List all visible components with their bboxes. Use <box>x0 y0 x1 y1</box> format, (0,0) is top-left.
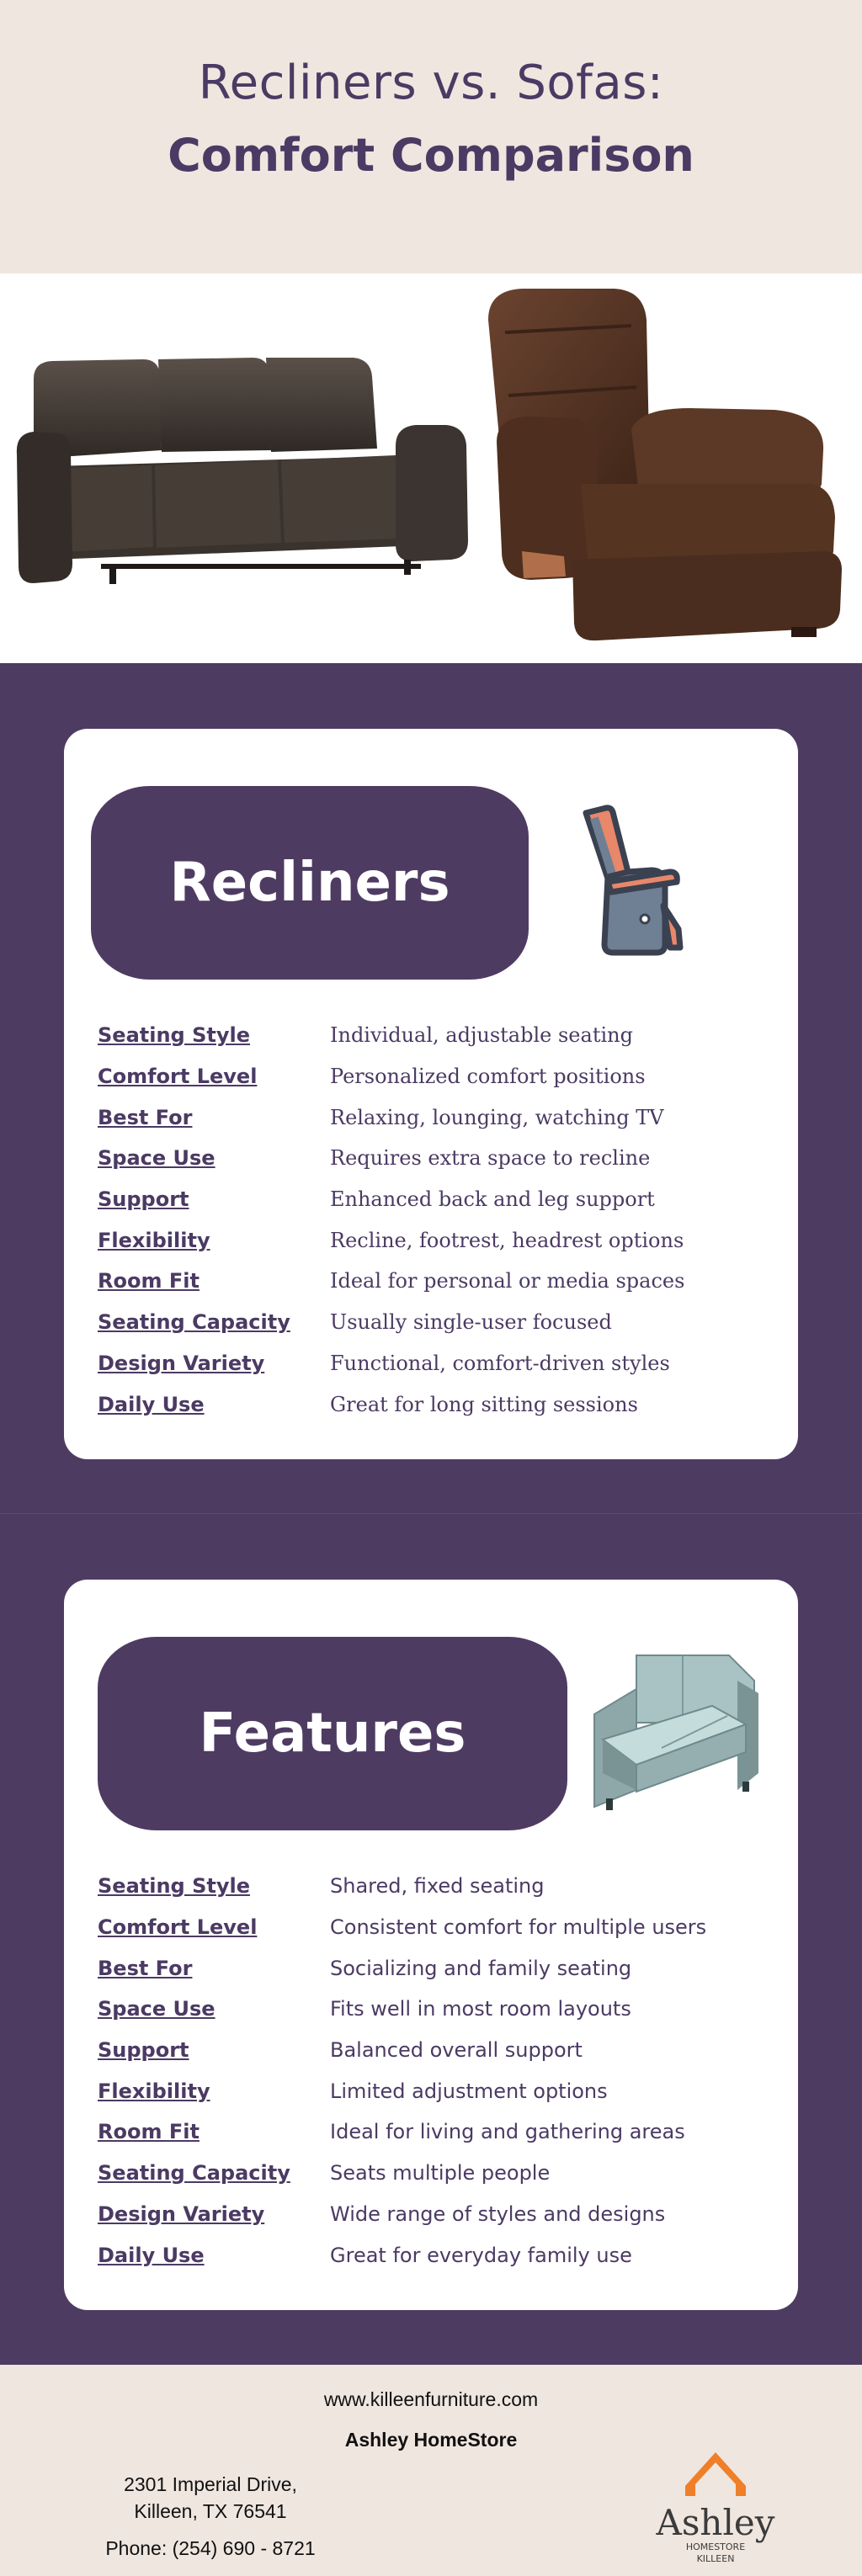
table-row <box>98 2070 771 2111</box>
address-line2: Killeen, TX 76541 <box>134 2500 287 2522</box>
row-value: Relaxing, lounging, watching TV <box>330 1105 664 1129</box>
recliner-photo <box>471 274 859 663</box>
row-value: Personalized comfort positions <box>330 1065 646 1089</box>
table-row <box>98 1138 771 1179</box>
sofa-photo <box>0 274 471 663</box>
table-row <box>98 1866 771 1907</box>
store-address <box>93 2471 328 2525</box>
row-label: Design Variety <box>98 1351 265 1375</box>
table-row <box>98 1261 771 1302</box>
ashley-homestore-logo <box>648 2435 783 2570</box>
row-value: Recline, footrest, headrest options <box>330 1228 684 1252</box>
recliner-chair-icon <box>577 805 687 964</box>
row-value: Great for everyday family use <box>330 2243 632 2267</box>
row-value: Requires extra space to recline <box>330 1146 651 1171</box>
row-label: Support <box>98 1187 189 1212</box>
row-label: Daily Use <box>98 2243 205 2267</box>
svg-text:Ashley: Ashley <box>656 2502 775 2543</box>
table-row <box>98 1989 771 2030</box>
features-section <box>0 1513 862 2365</box>
row-label: Seating Style <box>98 1023 250 1048</box>
recliners-card <box>64 729 798 1459</box>
table-row <box>98 1384 771 1425</box>
row-label: Flexibility <box>98 2079 210 2103</box>
page-title-line2: Comfort Comparison <box>168 129 694 182</box>
table-row <box>98 1302 771 1343</box>
product-photos <box>0 274 862 663</box>
row-label: Support <box>98 2038 189 2063</box>
features-heading: Features <box>98 1637 567 1830</box>
table-row <box>98 2194 771 2235</box>
row-value: Great for long sitting sessions <box>330 1392 638 1416</box>
row-value: Fits well in most room layouts <box>330 1997 631 2021</box>
table-row <box>98 1179 771 1220</box>
row-value: Socializing and family seating <box>330 1956 632 1980</box>
page-header <box>0 0 862 274</box>
recliners-table <box>98 1015 771 1425</box>
table-row <box>98 1947 771 1989</box>
row-value: Usually single-user focused <box>330 1310 612 1335</box>
recliners-section <box>0 663 862 1513</box>
store-phone: Phone: (254) 690 - 8721 <box>105 2537 316 2559</box>
address-line1: 2301 Imperial Drive, <box>124 2473 297 2495</box>
row-value: Enhanced back and leg support <box>330 1187 655 1212</box>
table-row <box>98 1219 771 1261</box>
svg-text:HOMESTORE: HOMESTORE <box>685 2541 746 2552</box>
table-row <box>98 2030 771 2071</box>
row-label: Space Use <box>98 1146 216 1171</box>
page-footer <box>0 2365 862 2576</box>
row-label: Seating Capacity <box>98 1310 290 1335</box>
table-row <box>98 2153 771 2194</box>
table-row <box>98 1056 771 1097</box>
row-value: Individual, adjustable seating <box>330 1023 633 1048</box>
row-value: Seats multiple people <box>330 2161 551 2186</box>
row-value: Functional, comfort-driven styles <box>330 1351 670 1375</box>
row-label: Comfort Level <box>98 1915 258 1940</box>
row-label: Daily Use <box>98 1392 205 1416</box>
row-label: Comfort Level <box>98 1065 258 1089</box>
row-label: Best For <box>98 1956 193 1980</box>
row-label: Space Use <box>98 1997 216 2021</box>
table-row <box>98 1907 771 1948</box>
row-value: Ideal for personal or media spaces <box>330 1269 685 1293</box>
page-title-line1: Recliners vs. Sofas: <box>198 56 664 110</box>
features-table <box>98 1866 771 2276</box>
row-label: Seating Style <box>98 1874 250 1899</box>
row-value: Consistent comfort for multiple users <box>330 1915 707 1940</box>
table-row <box>98 2111 771 2153</box>
table-row <box>98 1015 771 1056</box>
features-card <box>64 1580 798 2310</box>
table-row <box>98 1097 771 1138</box>
row-value: Ideal for living and gathering areas <box>330 2120 685 2144</box>
row-value: Shared, fixed seating <box>330 1874 545 1899</box>
table-row <box>98 2234 771 2276</box>
website-link[interactable]: www.killeenfurniture.com <box>323 2388 539 2410</box>
svg-text:KILLEEN: KILLEEN <box>696 2553 735 2564</box>
row-label: Room Fit <box>98 1269 200 1293</box>
row-label: Flexibility <box>98 1228 210 1252</box>
table-row <box>98 1343 771 1384</box>
row-value: Balanced overall support <box>330 2038 583 2063</box>
row-value: Wide range of styles and designs <box>330 2202 666 2226</box>
sofa-icon <box>586 1647 763 1815</box>
row-value: Limited adjustment options <box>330 2079 608 2103</box>
row-label: Room Fit <box>98 2120 200 2144</box>
store-name: Ashley HomeStore <box>344 2429 518 2451</box>
row-label: Design Variety <box>98 2202 265 2226</box>
row-label: Seating Capacity <box>98 2161 290 2186</box>
row-label: Best For <box>98 1105 193 1129</box>
recliners-heading: Recliners <box>91 786 529 980</box>
